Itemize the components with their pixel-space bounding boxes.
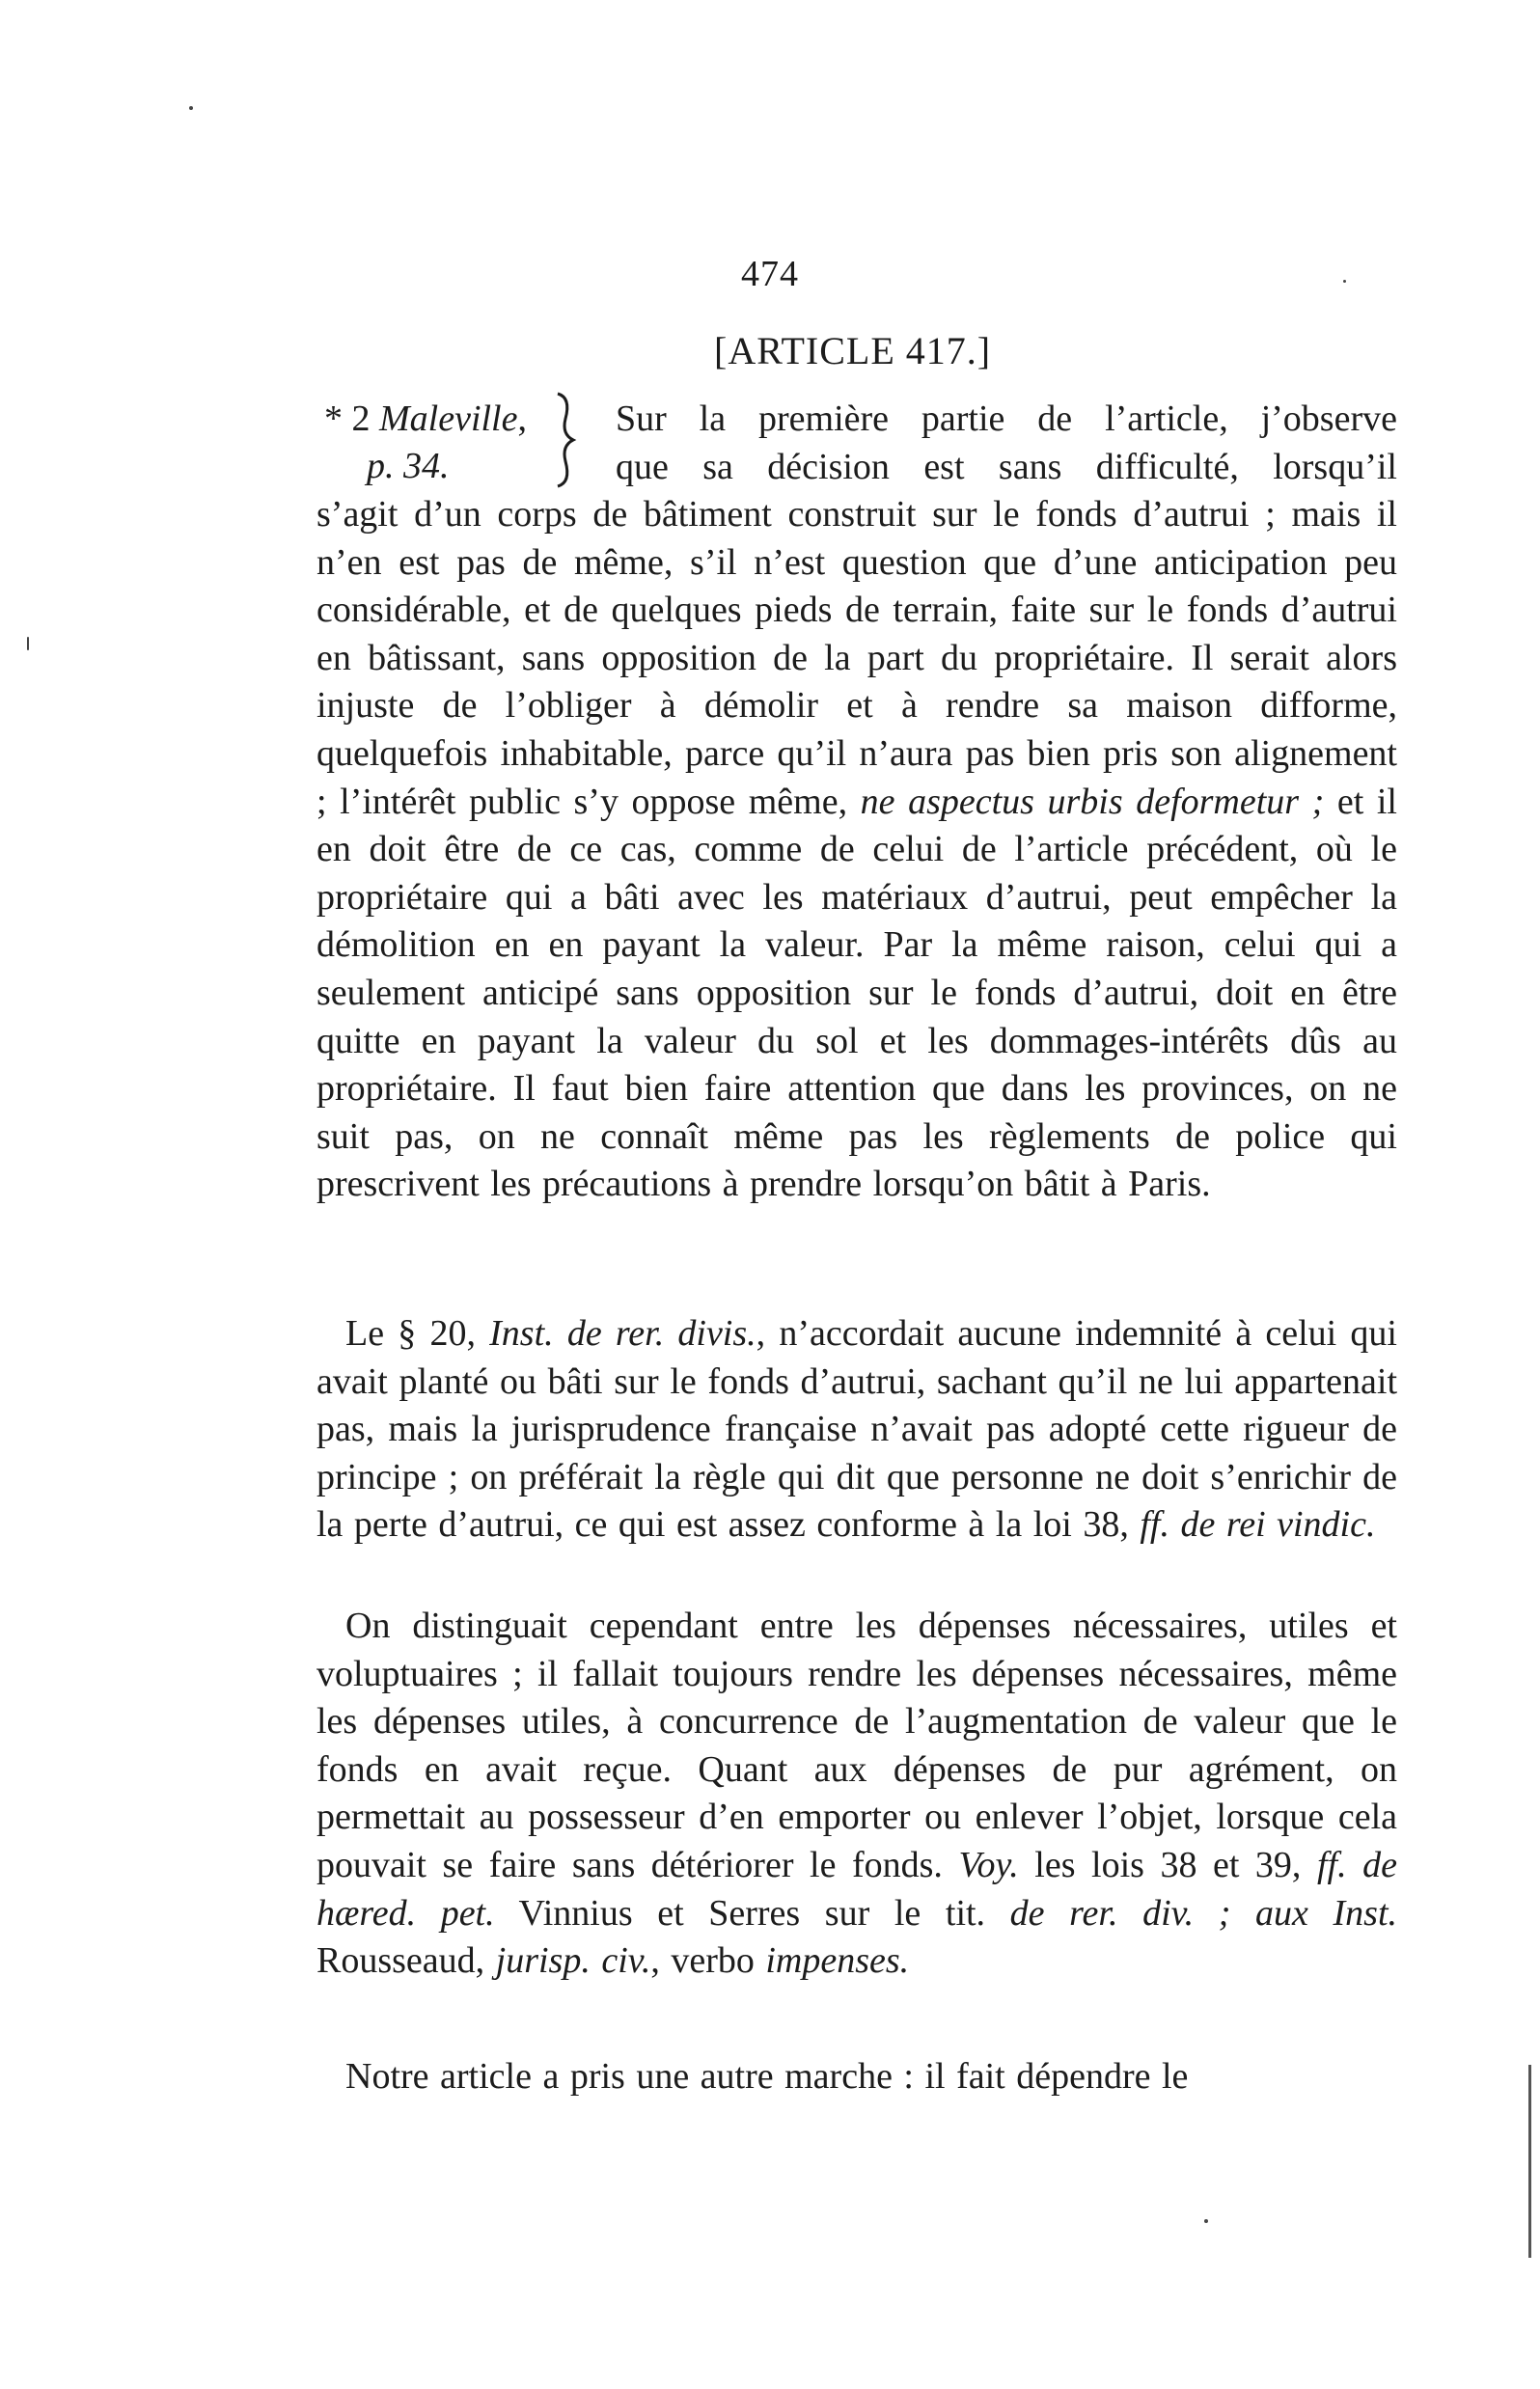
curly-brace-icon xyxy=(552,390,581,490)
paragraph-intro-lines xyxy=(616,396,1397,491)
scan-speck xyxy=(1204,2219,1208,2223)
paragraph-1: s’agit d’un corps de bâtiment construit sur le fonds d’autrui ; mais il n’en est pas de même, s’il n’est question que d’une anticipation peu considérable, et de quelques pieds de terrain, faite sur le fonds d’autrui en bâtissant, sans opposition de la part du propriétaire. Il serait alors injuste de l’obliger à démolir et à rendre sa maison difforme, quelquefois inhabitable, parce qu’il n’aura pas bien pris son alignement ; l’intérêt public s’y oppose même, ne aspectus urbis deformetur ; et il en doit être de ce cas, comme de celui de l’article précédent, où le propriétaire qui a bâti avec les matériaux d’autrui, peut empêcher la démolition en en payant la valeur. Par la même raison, celui qui a seulement anticipé sans opposition sur le fonds d’autrui, doit en être quitte en payant la valeur du sol et les dommages-intérêts dûs au propriétaire. Il faut bien faire attention que dans les provinces, on ne suit pas, on ne connaît même pas les règlements de police qui prescrivent les précautions à prendre lorsqu’on bâtit à Paris. xyxy=(316,494,1397,1205)
paragraph-2: Le § 20, Inst. de rer. divis., n’accordait aucune indemnité à celui qui avait planté ou bâti sur le fonds d’autrui, sachant qu’il ne lui appartenait pas, mais la jurisprudence française n’avait pas adopté cette rigueur de principe ; on préférait la règle qui dit que personne ne doit s’enrichir de la perte d’autrui, ce qui est assez conforme à la loi 38, ff. de rei vindic. xyxy=(316,1313,1397,1546)
page-number: 474 xyxy=(741,254,799,294)
scan-speck xyxy=(189,106,193,110)
intro-line-2: que sa décision est sans difficulté, lorsqu’il xyxy=(616,446,1397,487)
intro-line-1: Sur la première partie de l’article, j’observe xyxy=(616,398,1397,439)
article-heading: [ARTICLE 417.] xyxy=(714,329,992,372)
citation-author: * 2 Maleville, xyxy=(324,398,527,439)
scan-speck xyxy=(1343,280,1346,283)
citation-page: p. 34. xyxy=(367,446,450,486)
paragraph-3: On distinguait cependant entre les dépenses nécessaires, utiles et voluptuaires ; il fallait toujours rendre les dépenses nécessaires, même les dépenses utiles, à concurrence de l’augmentation de valeur que le fonds en avait reçue. Quant aux dépenses de pur agrément, on permettait au possesseur d’en emporter ou enlever l’objet, lorsque cela pouvait se faire sans détériorer le fonds. Voy. les lois 38 et 39, ff. de hæred. pet. Vinnius et Serres sur le tit. de rer. div. ; aux Inst. Rousseaud, jurisp. civ., verbo impenses. xyxy=(316,1606,1398,1982)
paragraph-4: Notre article a pris une autre marche : il fait dépendre le xyxy=(345,2056,1189,2097)
scan-speck xyxy=(27,637,29,650)
scan-speck xyxy=(1528,2065,1531,2258)
